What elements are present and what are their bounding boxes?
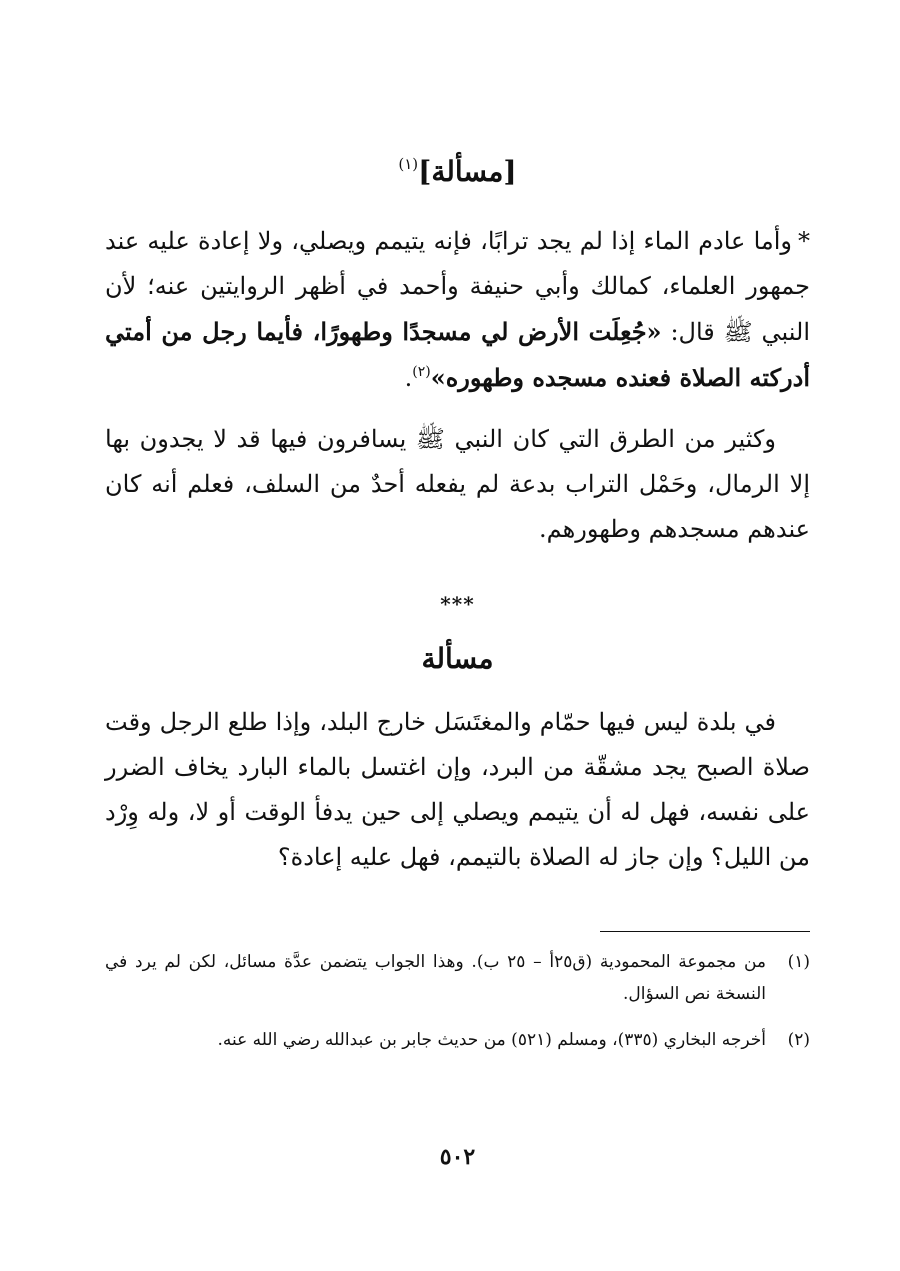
footnote-number: (١) (787, 952, 810, 972)
hadith-quote: «جُعِلَت الأرض لي مسجدًا وطهورًا، فأيما رجل من أمتي أدركته الصلاة فعنده مسجده وطهوره» (105, 317, 810, 392)
paragraph-question-cold-water (105, 700, 810, 880)
footnote-reference-2: (٢) (412, 364, 431, 380)
paragraph-text: وأما عادم الماء إذا لم يجد ترابًا، فإنه يتيمم ويصلي، ولا إعادة عليه عند جمهور العلماء، كمالك وأبي حنيفة وأحمد في أظهر الروايتين عنه؛ لأن النبي ﷺ قال: (105, 227, 811, 346)
footnote-number: (٢) (787, 1030, 810, 1050)
footnote-text: من مجموعة المحمودية (ق٢٥أ – ٢٥ ب). وهذا الجواب يتضمن عدَّة مسائل، لكن لم يرد في النسخة نص السؤال. (105, 952, 767, 1004)
section-heading-masala-2: مسألة (421, 642, 494, 675)
paragraph-end: . (404, 364, 413, 392)
footnote-reference-1: (١) (398, 155, 419, 173)
paragraph-no-water-ruling (105, 219, 810, 401)
footnote-divider (600, 931, 810, 932)
footnote-2 (105, 1024, 810, 1056)
paragraph-text: في بلدة ليس فيها حمّام والمغتَسَل خارج البلد، وإذا طلع الرجل وقت صلاة الصبح يجد مشقّة من البرد، وإن اغتسل بالماء البارد يخاف الضرر على نفسه، فهل له أن يتيمم ويصلي إلى حين يدفأ الوقت أو لا، وله وِرْد من الليل؟ وإن جاز له الصلاة بالتيمم، فهل عليه إعادة؟ (105, 708, 810, 871)
footnote-text: أخرجه البخاري (٣٣٥)، ومسلم (٥٢١) من حديث جابر بن عبدالله رضي الله عنه. (217, 1030, 766, 1050)
page-number: ٥٠٢ (439, 1144, 476, 1170)
paragraph-travel-routes (105, 417, 810, 552)
section-title: [مسألة] (418, 155, 517, 188)
footnote-1 (105, 946, 810, 1010)
paragraph-text: وكثير من الطرق التي كان النبي ﷺ يسافرون فيها قد لا يجدون بها إلا الرمال، وحَمْل التراب بدعة لم يفعله أحدٌ من السلف، فعلم أنه كان عندهم مسجدهم وطهورهم. (105, 425, 810, 543)
asterisk-bullet: * (798, 227, 810, 255)
section-heading-masala-1 (105, 154, 810, 190)
book-page (105, 0, 810, 1271)
section-separator: *** (440, 592, 475, 616)
